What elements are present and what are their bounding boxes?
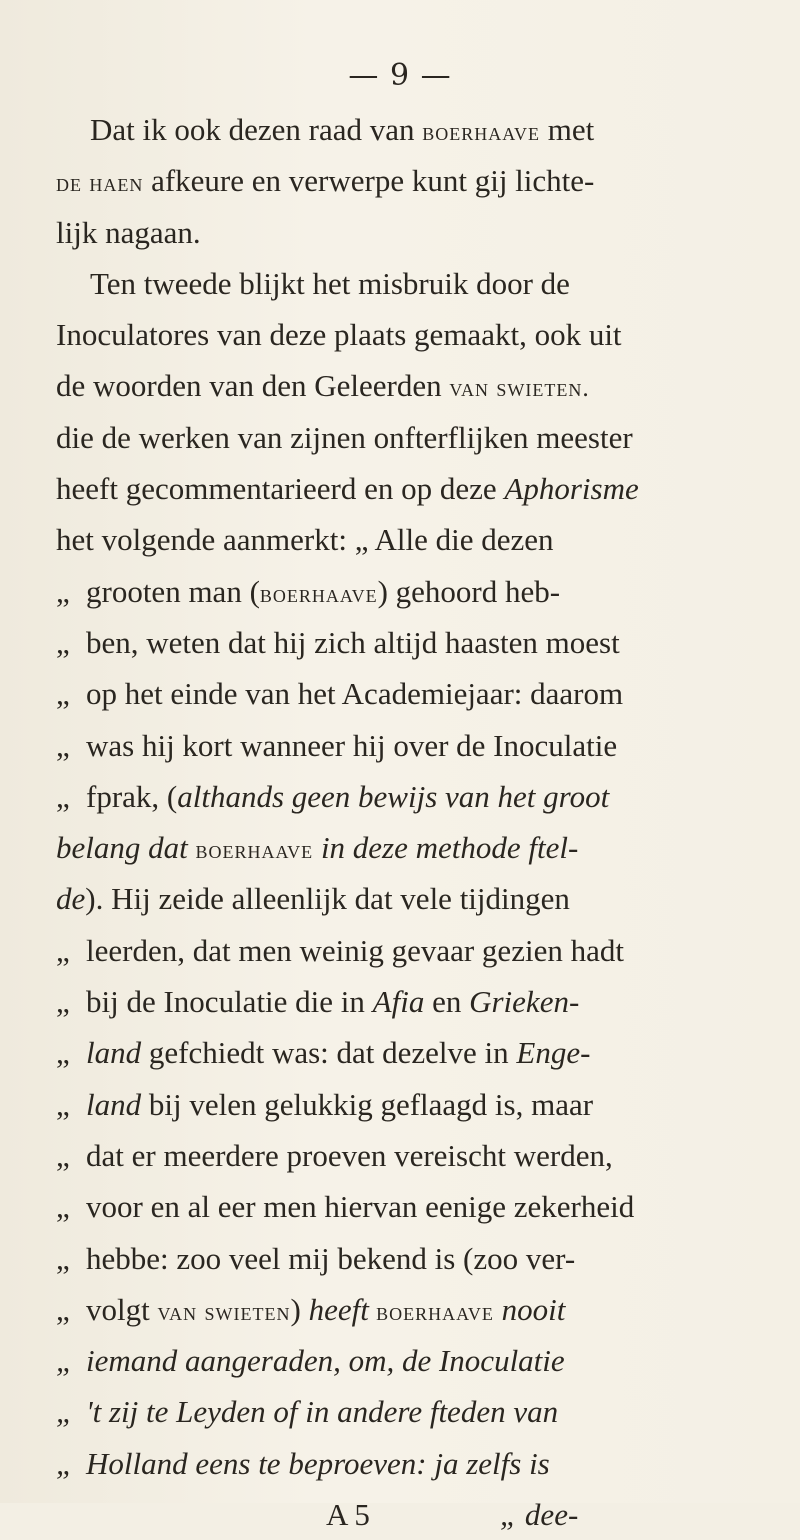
small-caps-name: boerhaave: [422, 118, 540, 146]
quote-mark: „: [56, 778, 70, 814]
text-span: op het einde van het Academiejaar: daarom: [86, 676, 624, 712]
text-span: ) gehoord heb-: [377, 573, 561, 609]
text-span: ). Hij zeide alleenlijk dat vele tijdingen: [85, 881, 570, 917]
italic-span: land: [86, 1035, 142, 1071]
italic-span: 't zij te Leyden of in andere fteden van: [86, 1394, 559, 1430]
text-span: de woorden van den Geleerden: [56, 368, 450, 404]
italic-span: nooit: [493, 1291, 566, 1327]
italic-span: iemand aangeraden, om, de Inoculatie: [86, 1343, 565, 1379]
text-line: [56, 155, 756, 206]
small-caps-name: boerhaave: [259, 579, 378, 608]
quote-mark: „: [56, 1343, 74, 1379]
text-line: [56, 463, 756, 514]
quote-mark: „: [56, 1394, 74, 1430]
quote-mark: „: [56, 1189, 70, 1225]
text-span: voor en al eer men hiervan eenige zekerheid: [86, 1189, 635, 1225]
italic-span: belang dat: [56, 830, 196, 866]
footer-line: [56, 1489, 756, 1540]
text-line: [56, 668, 756, 719]
italic-span: Aphorisme: [504, 471, 639, 507]
text-line: [56, 1027, 756, 1078]
text-line: [56, 566, 756, 617]
text-line: Inoculatores van deze plaats gemaakt, ook uit: [56, 317, 622, 353]
text-line: [56, 1438, 756, 1489]
text-line: [56, 1130, 756, 1181]
italic-span: land: [86, 1086, 142, 1122]
text-span: leerden, dat men weinig gevaar gezien hadt: [86, 932, 624, 968]
text-line: [56, 1386, 756, 1437]
text-span: bij velen gelukkig geflaagd is, maar: [141, 1086, 594, 1122]
quote-mark: „: [56, 573, 70, 609]
text-span: afkeure en verwerpe kunt gij lichte-: [143, 163, 595, 199]
small-caps-name: de haen: [56, 169, 144, 198]
italic-span: de: [56, 881, 86, 917]
text-span: was hij kort wanneer hij over de Inoculatie: [86, 727, 618, 763]
text-line: die de werken van zijnen onfterflijken meester: [56, 419, 633, 455]
text-span: en: [424, 984, 470, 1020]
text-span: gefchiedt was: dat dezelve in: [141, 1035, 517, 1071]
text-line: [56, 1079, 756, 1130]
text-span: dat er meerdere proeven vereischt werden,: [86, 1137, 613, 1173]
text-span: ben, weten dat hij zich altijd haasten moest: [86, 624, 620, 660]
text-line: [56, 1335, 756, 1386]
text-span: volgt: [86, 1291, 158, 1327]
italic-span: heeft: [308, 1291, 369, 1327]
text-line: [56, 720, 756, 771]
catchword: „ dee-: [499, 1497, 579, 1533]
text-line: [56, 925, 756, 976]
quote-mark: „: [56, 1086, 70, 1122]
italic-span: Afia: [372, 984, 425, 1020]
small-caps-name: van swieten: [157, 1297, 291, 1326]
text-span: hebbe: zoo veel mij bekend is (zoo ver-: [86, 1240, 576, 1276]
text-line: [56, 1181, 756, 1232]
text-span: grooten man (: [86, 573, 260, 609]
small-caps-name: van swieten.: [449, 374, 590, 403]
text-line: [56, 873, 756, 924]
text-line: [56, 1284, 756, 1335]
italic-span: althands geen bewijs van het groot: [177, 778, 610, 814]
quote-mark: „: [56, 624, 70, 660]
text-line: [56, 104, 756, 155]
text-line: lijk nagaan.: [56, 214, 201, 250]
quote-mark: „: [56, 1035, 70, 1071]
italic-span: Holland eens te beproeven: ja zelfs is: [86, 1445, 550, 1481]
text-line: Ten tweede blijkt het misbruik door de: [90, 265, 570, 301]
page-number: — 9 —: [348, 58, 452, 93]
text-line: [56, 617, 756, 668]
text-span: fprak, (: [86, 778, 178, 814]
page-body-text: [56, 104, 756, 1540]
quote-mark: „: [56, 676, 70, 712]
text-line: [56, 1233, 756, 1284]
text-line: [56, 360, 756, 411]
quote-mark: „: [56, 1445, 74, 1481]
italic-span: in deze methode ftel-: [313, 830, 579, 866]
quote-mark: „: [56, 1291, 70, 1327]
text-span: met: [539, 112, 595, 147]
quote-mark: „: [56, 932, 70, 968]
text-line: [56, 976, 756, 1027]
italic-span: Enge-: [516, 1035, 591, 1071]
text-span: bij de Inoculatie die in: [86, 984, 373, 1020]
text-line: het volgende aanmerkt: „ Alle die dezen: [56, 522, 554, 558]
text-span: ): [290, 1291, 309, 1327]
quote-mark: „: [56, 1240, 70, 1276]
signature-mark: A 5: [326, 1497, 370, 1533]
quote-mark: „: [56, 984, 70, 1020]
quote-mark: „: [56, 727, 70, 763]
text-line: [56, 771, 756, 822]
text-line: [56, 822, 756, 873]
text-span: heeft gecommentarieerd en op deze: [56, 471, 505, 507]
small-caps-name: boerhaave: [195, 836, 314, 865]
quote-mark: „: [56, 1137, 70, 1173]
text-span: Dat ik ook dezen raad van: [90, 112, 423, 147]
italic-span: Grieken-: [469, 984, 580, 1020]
small-caps-name: boerhaave: [368, 1297, 494, 1326]
